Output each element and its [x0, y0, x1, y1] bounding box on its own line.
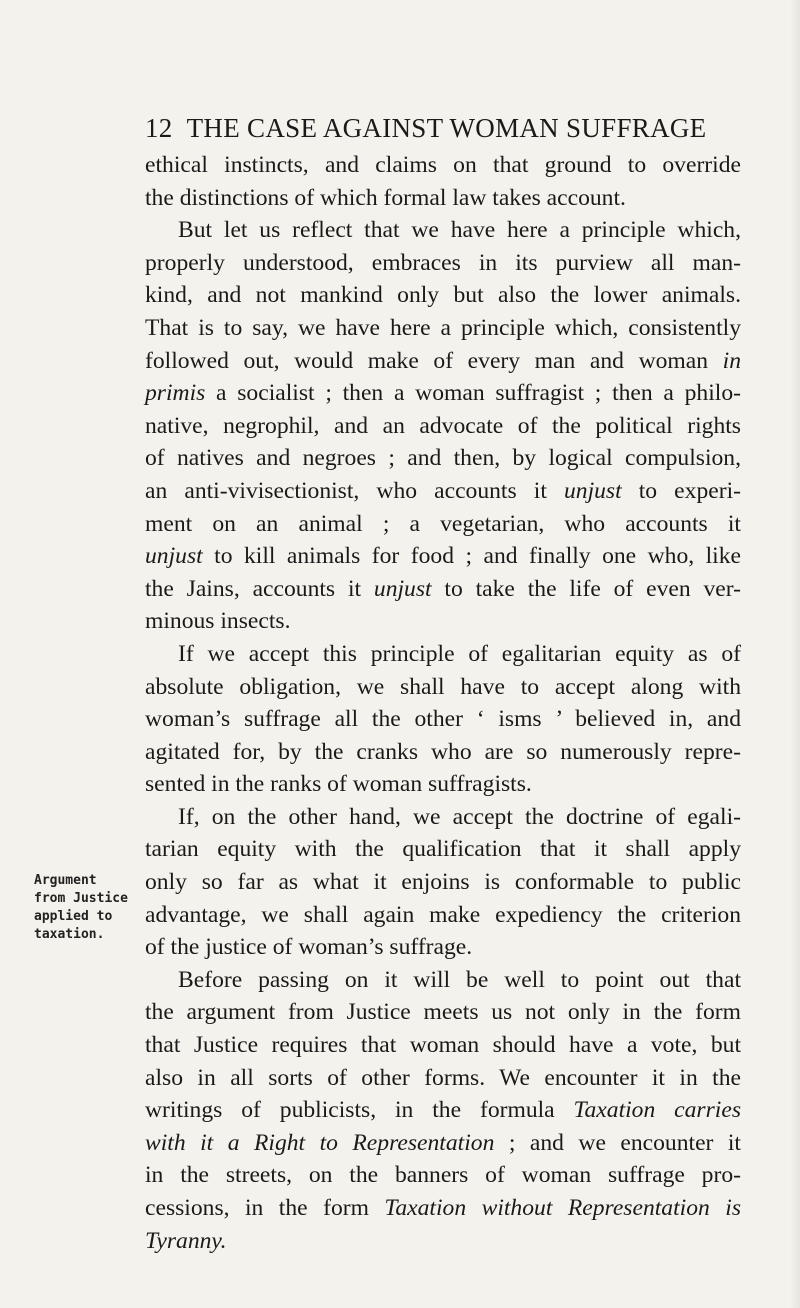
text-line: If, on the other hand, we accept the doctrine of egali-: [178, 803, 741, 830]
text-line: agitated for, by the cranks who are so numerously repre-: [145, 738, 741, 765]
page-number: 12: [145, 113, 173, 143]
text-line: writings of publicists, in the formula Taxation carries: [145, 1097, 742, 1124]
text-line: native, negrophil, and an advocate of the political rights: [145, 412, 741, 439]
text-line: properly understood, embraces in its purview all man-: [145, 249, 741, 276]
text-line: only so far as what it enjoins is conformable to public: [145, 869, 741, 896]
italic-text: unjust: [563, 477, 622, 504]
text-line: with it a Right to Representation ; and we encounter it: [145, 1129, 741, 1156]
text-line: primis a socialist ; then a woman suffragist ; then a philo-: [145, 380, 741, 407]
margin-note-line: applied to: [34, 909, 113, 924]
text-line: kind, and not mankind only but also the lower animals.: [145, 282, 741, 309]
italic-text: in: [722, 347, 741, 374]
text-line: That is to say, we have here a principle which, consistently: [145, 314, 741, 341]
text-line: If we accept this principle of egalitarian equity as of: [178, 640, 741, 667]
text-line: [145, 1225, 741, 1258]
running-title: THE CASE AGAINST WOMAN SUFFRAGE: [186, 113, 707, 143]
text-line: minous insects.: [145, 608, 291, 635]
italic-text: Taxation carries: [573, 1097, 742, 1124]
italic-text: with it a Right to Representation: [145, 1129, 495, 1156]
margin-note: [34, 872, 146, 944]
text-line: the Jains, accounts it unjust to take the life of even ver-: [145, 575, 741, 602]
text-line: that Justice requires that woman should have a vote, but: [145, 1032, 741, 1059]
margin-note-line: taxation.: [34, 927, 105, 942]
margin-note-line: from Justice: [34, 891, 128, 906]
text-line: also in all sorts of other forms. We encounter it in the: [145, 1064, 741, 1091]
margin-note-line: Argument: [34, 873, 97, 888]
text-line: the argument from Justice meets us not only in the form: [145, 999, 741, 1026]
text-line: in the streets, on the banners of woman suffrage pro-: [145, 1162, 741, 1189]
text-line: of the justice of woman’s suffrage.: [145, 934, 473, 961]
running-head: [145, 113, 745, 144]
text-line: tarian equity with the qualification that it shall apply: [145, 836, 741, 863]
body-text: [145, 149, 741, 1257]
text-line: unjust to kill animals for food ; and finally one who, like: [145, 543, 741, 570]
italic-text: Tyranny.: [145, 1227, 227, 1254]
text-line: ethical instincts, and claims on that ground to override: [145, 152, 741, 178]
text-line: cessions, in the form Taxation without Representation is: [145, 1195, 741, 1221]
text-line: sented in the ranks of woman suffragists.: [145, 771, 532, 798]
text-line: absolute obligation, we shall have to accept along with: [145, 673, 741, 700]
text-line: Before passing on it will be well to point out that: [178, 966, 741, 993]
text-line: advantage, we shall again make expediency the criterion: [145, 901, 741, 928]
italic-text: unjust: [373, 575, 432, 602]
text-line: ment on an animal ; a vegetarian, who accounts it: [145, 510, 741, 537]
text-line: followed out, would make of every man and woman in: [145, 347, 741, 374]
text-line: woman’s suffrage all the other ‘ isms ’ believed in, and: [145, 706, 741, 733]
italic-text: Taxation without Representation is: [384, 1195, 741, 1221]
italic-text: unjust: [145, 543, 203, 570]
page-edge-shadow: [790, 0, 800, 1308]
text-line: an anti-vivisectionist, who accounts it unjust to experi-: [145, 477, 741, 504]
text-line: the distinctions of which formal law takes account.: [145, 184, 626, 211]
text-line: of natives and negroes ; and then, by logical compulsion,: [145, 445, 741, 472]
italic-text: primis: [145, 380, 206, 407]
text-line: But let us reflect that we have here a principle which,: [178, 217, 741, 244]
